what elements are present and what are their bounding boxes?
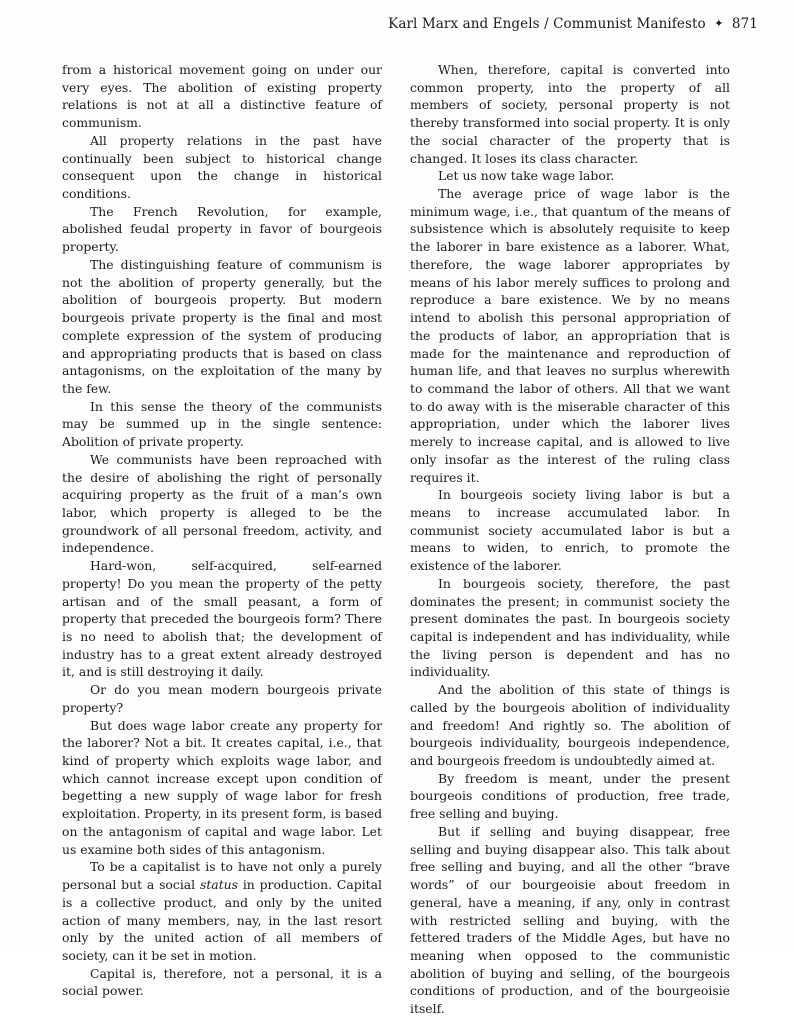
paragraph: The distinguishing feature of communism is not the abolition of property generally, but the abolition of bourgeois property. But modern bourgeois private property is the final and most complete expression of the system of producing and appropriating products that is based on class antagonisms, on the exploitation of the many by the few. — [62, 256, 382, 396]
paragraph: Or do you mean modern bourgeois private property? — [62, 682, 382, 715]
paragraph: All property relations in the past have continually been subject to historical change consequent upon the change in historical conditions. — [62, 132, 382, 202]
paragraph: In this sense the theory of the communists may be summed up in the single sentence: Abolition of private property. — [62, 398, 382, 450]
running-head-title: Karl Marx and Engels / Communist Manifesto — [388, 16, 706, 32]
text-run: in production. Capital is a collective product, and only by the united action of many members, nay, in the last resort only by the united action of all members of society, can it be set in motion. — [62, 877, 382, 963]
text-run: To be a capitalist is to have not only a purely personal but a social — [62, 859, 382, 893]
paragraph: Hard-won, self-acquired, self-earned property! Do you mean the property of the petty artisan and of the small peasant, a form of property that preceded the bourgeois form? There is no need to abolish that; the development of industry has to a great extent already destroyed it, and is still destroying it daily. — [62, 558, 382, 680]
paragraph: In bourgeois society living labor is but a means to increase accumulated labor. In communist society accumulated labor is but a means to widen, to enrich, to promote the existence of the laborer. — [410, 487, 730, 574]
paragraph — [62, 858, 382, 964]
paragraph: The average price of wage labor is the minimum wage, i.e., that quantum of the means of subsistence which is absolutely requisite to keep the laborer in bare existence as a laborer. What, therefore, the wage laborer appropriates by means of his labor merely suffices to prolong and reproduce a bare existence. We by no means intend to abolish this personal appropriation of the products of labor, an appropriation that is made for the maintenance and reproduction of human life, and that leaves no surplus wherewith to command the labor of others. All that we want to do away with is the miserable character of this appropriation, under which the laborer lives merely to increase capital, and is allowed to live only insofar as the interest of the ruling class requires it. — [410, 186, 730, 485]
running-head — [388, 16, 758, 32]
paragraph: But does wage labor create any property for the laborer? Not a bit. It creates capital, i.e., that kind of property which exploits wage labor, and which cannot increase except upon condition of begetting a new supply of wage labor for fresh exploitation. Property, in its present form, is based on the antagonism of capital and wage labor. Let us examine both sides of this antagonism. — [62, 717, 382, 857]
paragraph: By freedom is meant, under the present bourgeois conditions of production, free trade, free selling and buying. — [410, 770, 730, 822]
left-column — [62, 61, 382, 1000]
right-column — [410, 61, 730, 1018]
paragraph: Capital is, therefore, not a personal, it is a social power. — [62, 965, 382, 999]
paragraph: But if selling and buying disappear, free selling and buying disappear also. This talk about free selling and buying, and all the other “brave words” of our bourgeoisie about freedom in general, have a meaning, if any, only in contrast with restricted selling and buying, with the fettered traders of the Middle Ages, but have no meaning when opposed to the communistic abolition of buying and selling, of the bourgeois conditions of production, and of the bourgeoisie itself. — [410, 823, 730, 1017]
paragraph: The French Revolution, for example, abolished feudal property in favor of bourgeois property. — [62, 203, 382, 255]
emphasized-word: status — [199, 877, 239, 893]
paragraph: In bourgeois society, therefore, the past dominates the present; in communist society the present dominates the past. In bourgeois society capital is independent and has individuality, while the living person is dependent and has no individuality. — [410, 575, 730, 680]
page-number: 871 — [731, 16, 758, 32]
paragraph: Let us now take wage labor. — [438, 168, 615, 184]
paragraph: We communists have been reproached with the desire of abolishing the right of personally acquiring property as the fruit of a man’s own labor, which property is alleged to be the groundwork of all personal freedom, activity, and independence. — [62, 451, 382, 556]
paragraph: When, therefore, capital is converted into common property, into the property of all members of society, personal property is not thereby transformed into social property. It is only the social character of the property that is changed. It loses its class character. — [410, 62, 730, 166]
paragraph: And the abolition of this state of things is called by the bourgeois abolition of individuality and freedom! And rightly so. The abolition of bourgeois individuality, bourgeois independence, and bourgeois freedom is undoubtedly aimed at. — [410, 682, 730, 769]
separator-ornament-icon: ✦ — [714, 17, 724, 30]
paragraph: from a historical movement going on under our very eyes. The abolition of existing property relations is not at all a distinctive feature of communism. — [62, 62, 382, 131]
